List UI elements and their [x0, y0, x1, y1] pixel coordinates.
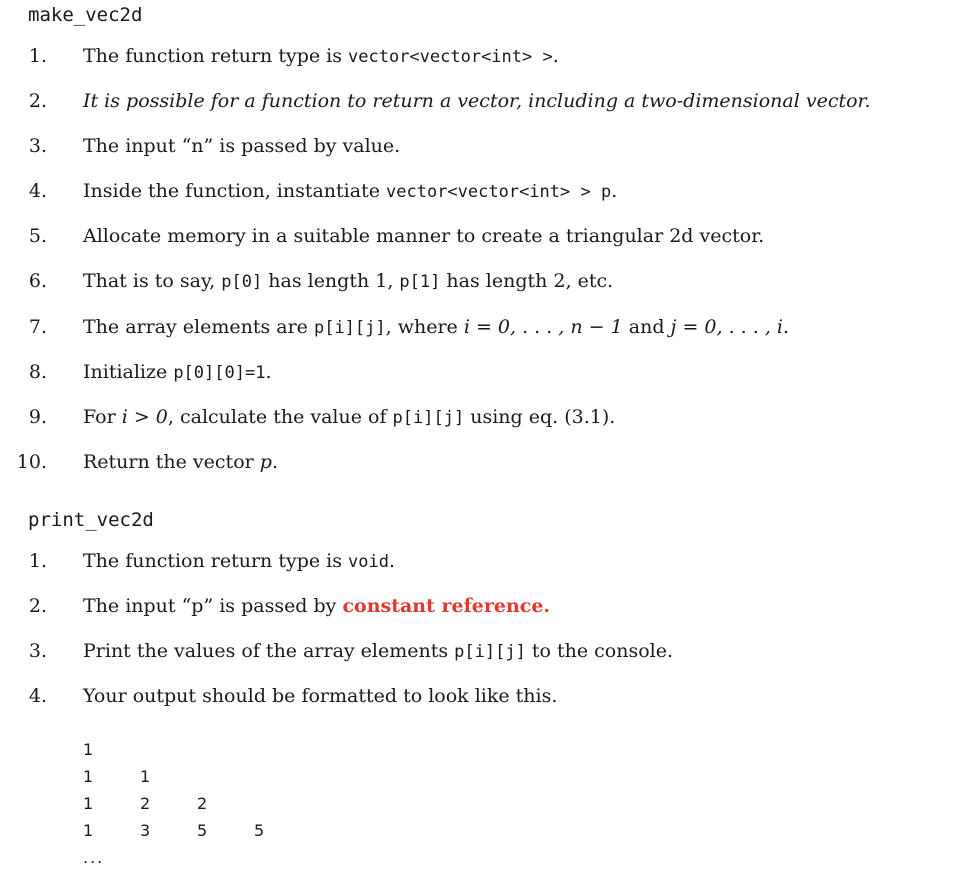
item-text: The function return type is — [83, 45, 349, 67]
output-cell: 2 — [197, 794, 208, 813]
output-cell: 1 — [83, 794, 94, 813]
item-text: The array elements are — [83, 316, 314, 338]
item-number: 5. — [28, 225, 47, 247]
code-text: p[0][0]=1 — [173, 363, 266, 383]
item-text: The function return type is — [83, 550, 349, 572]
make-item-2 — [0, 87, 940, 115]
item-number: 7. — [28, 316, 47, 338]
math-text: p — [259, 451, 272, 473]
code-text: p[i][j] — [392, 408, 465, 428]
item-number: 1. — [28, 45, 47, 67]
make-item-8 — [0, 358, 940, 386]
make-item-10 — [0, 448, 940, 476]
code-text: vector<vector<int> > p — [386, 182, 612, 202]
item-text: For — [83, 406, 122, 428]
item-text: It is possible for a function to return a vector, including a two-dimensional vector. — [83, 90, 871, 112]
code-text: p[i][j] — [454, 642, 526, 662]
print-vec2d-heading: print_vec2d — [28, 509, 154, 531]
make-item-3 — [0, 132, 940, 160]
emphasis-text: constant reference. — [342, 595, 551, 617]
code-text: p[i][j] — [313, 318, 386, 338]
item-text: The input “p” is passed by — [83, 595, 343, 617]
code-text: vector<vector<int> > — [348, 47, 553, 67]
item-number: 4. — [28, 685, 47, 707]
code-text: p[1] — [399, 272, 441, 292]
make-item-6 — [0, 267, 940, 295]
item-text: Inside the function, instantiate — [83, 180, 387, 202]
item-number: 3. — [28, 135, 47, 157]
make-item-4 — [0, 177, 940, 205]
item-number: 2. — [28, 90, 47, 112]
item-text: , calculate the value of — [167, 406, 393, 428]
item-text: . — [271, 451, 278, 473]
item-text: . — [388, 550, 396, 572]
item-text: Print the values of the array elements — [83, 640, 455, 662]
item-text: , where — [385, 316, 464, 338]
item-text: Your output should be formatted to look like this. — [83, 685, 558, 707]
output-cell: 5 — [254, 821, 265, 840]
output-cell: 2 — [140, 794, 151, 813]
item-text: . — [552, 45, 559, 67]
item-text: The input “n” is passed by value. — [83, 135, 401, 157]
make-item-9 — [0, 403, 940, 431]
output-ellipsis: ... — [83, 848, 105, 867]
print-item-3 — [0, 637, 940, 665]
output-cell: 5 — [197, 821, 208, 840]
output-cell: 1 — [140, 767, 151, 786]
item-number: 2. — [28, 595, 47, 617]
item-text: to the console. — [525, 640, 674, 662]
item-text: That is to say, — [83, 270, 222, 292]
item-text: and — [622, 316, 671, 338]
item-number: 10. — [16, 451, 47, 473]
print-item-4 — [0, 682, 940, 710]
item-number: 1. — [28, 550, 47, 572]
item-number: 9. — [28, 406, 47, 428]
item-text: using eq. (3.1). — [464, 406, 616, 428]
item-number: 3. — [28, 640, 47, 662]
make-item-7 — [0, 313, 940, 341]
item-text: has length 1, — [262, 270, 400, 292]
print-item-1 — [0, 547, 940, 575]
item-number: 4. — [28, 180, 47, 202]
output-cell: 1 — [83, 821, 94, 840]
item-text: Initialize — [83, 361, 174, 383]
item-number: 8. — [28, 361, 47, 383]
make-item-5 — [0, 222, 940, 250]
item-text: Return the vector — [83, 451, 260, 473]
make-item-1 — [0, 42, 940, 70]
item-text: Allocate memory in a suitable manner to create a triangular 2d vector. — [83, 225, 765, 247]
item-number: 6. — [28, 270, 47, 292]
math-text: i = 0, . . . , n − 1 — [463, 316, 623, 338]
item-text: has length 2, etc. — [440, 270, 614, 292]
output-cell: 3 — [140, 821, 151, 840]
item-text: . — [782, 316, 790, 338]
print-item-2 — [0, 592, 940, 620]
output-cell: 1 — [83, 740, 94, 759]
output-cell: 1 — [83, 767, 94, 786]
code-text: p[0] — [221, 272, 263, 292]
math-text: i > 0 — [121, 406, 168, 428]
code-text: void — [348, 552, 389, 572]
make-vec2d-heading: make_vec2d — [28, 4, 143, 26]
item-text: . — [611, 180, 618, 202]
item-text: . — [265, 361, 272, 383]
math-text: j = 0, . . . , i — [670, 316, 783, 338]
